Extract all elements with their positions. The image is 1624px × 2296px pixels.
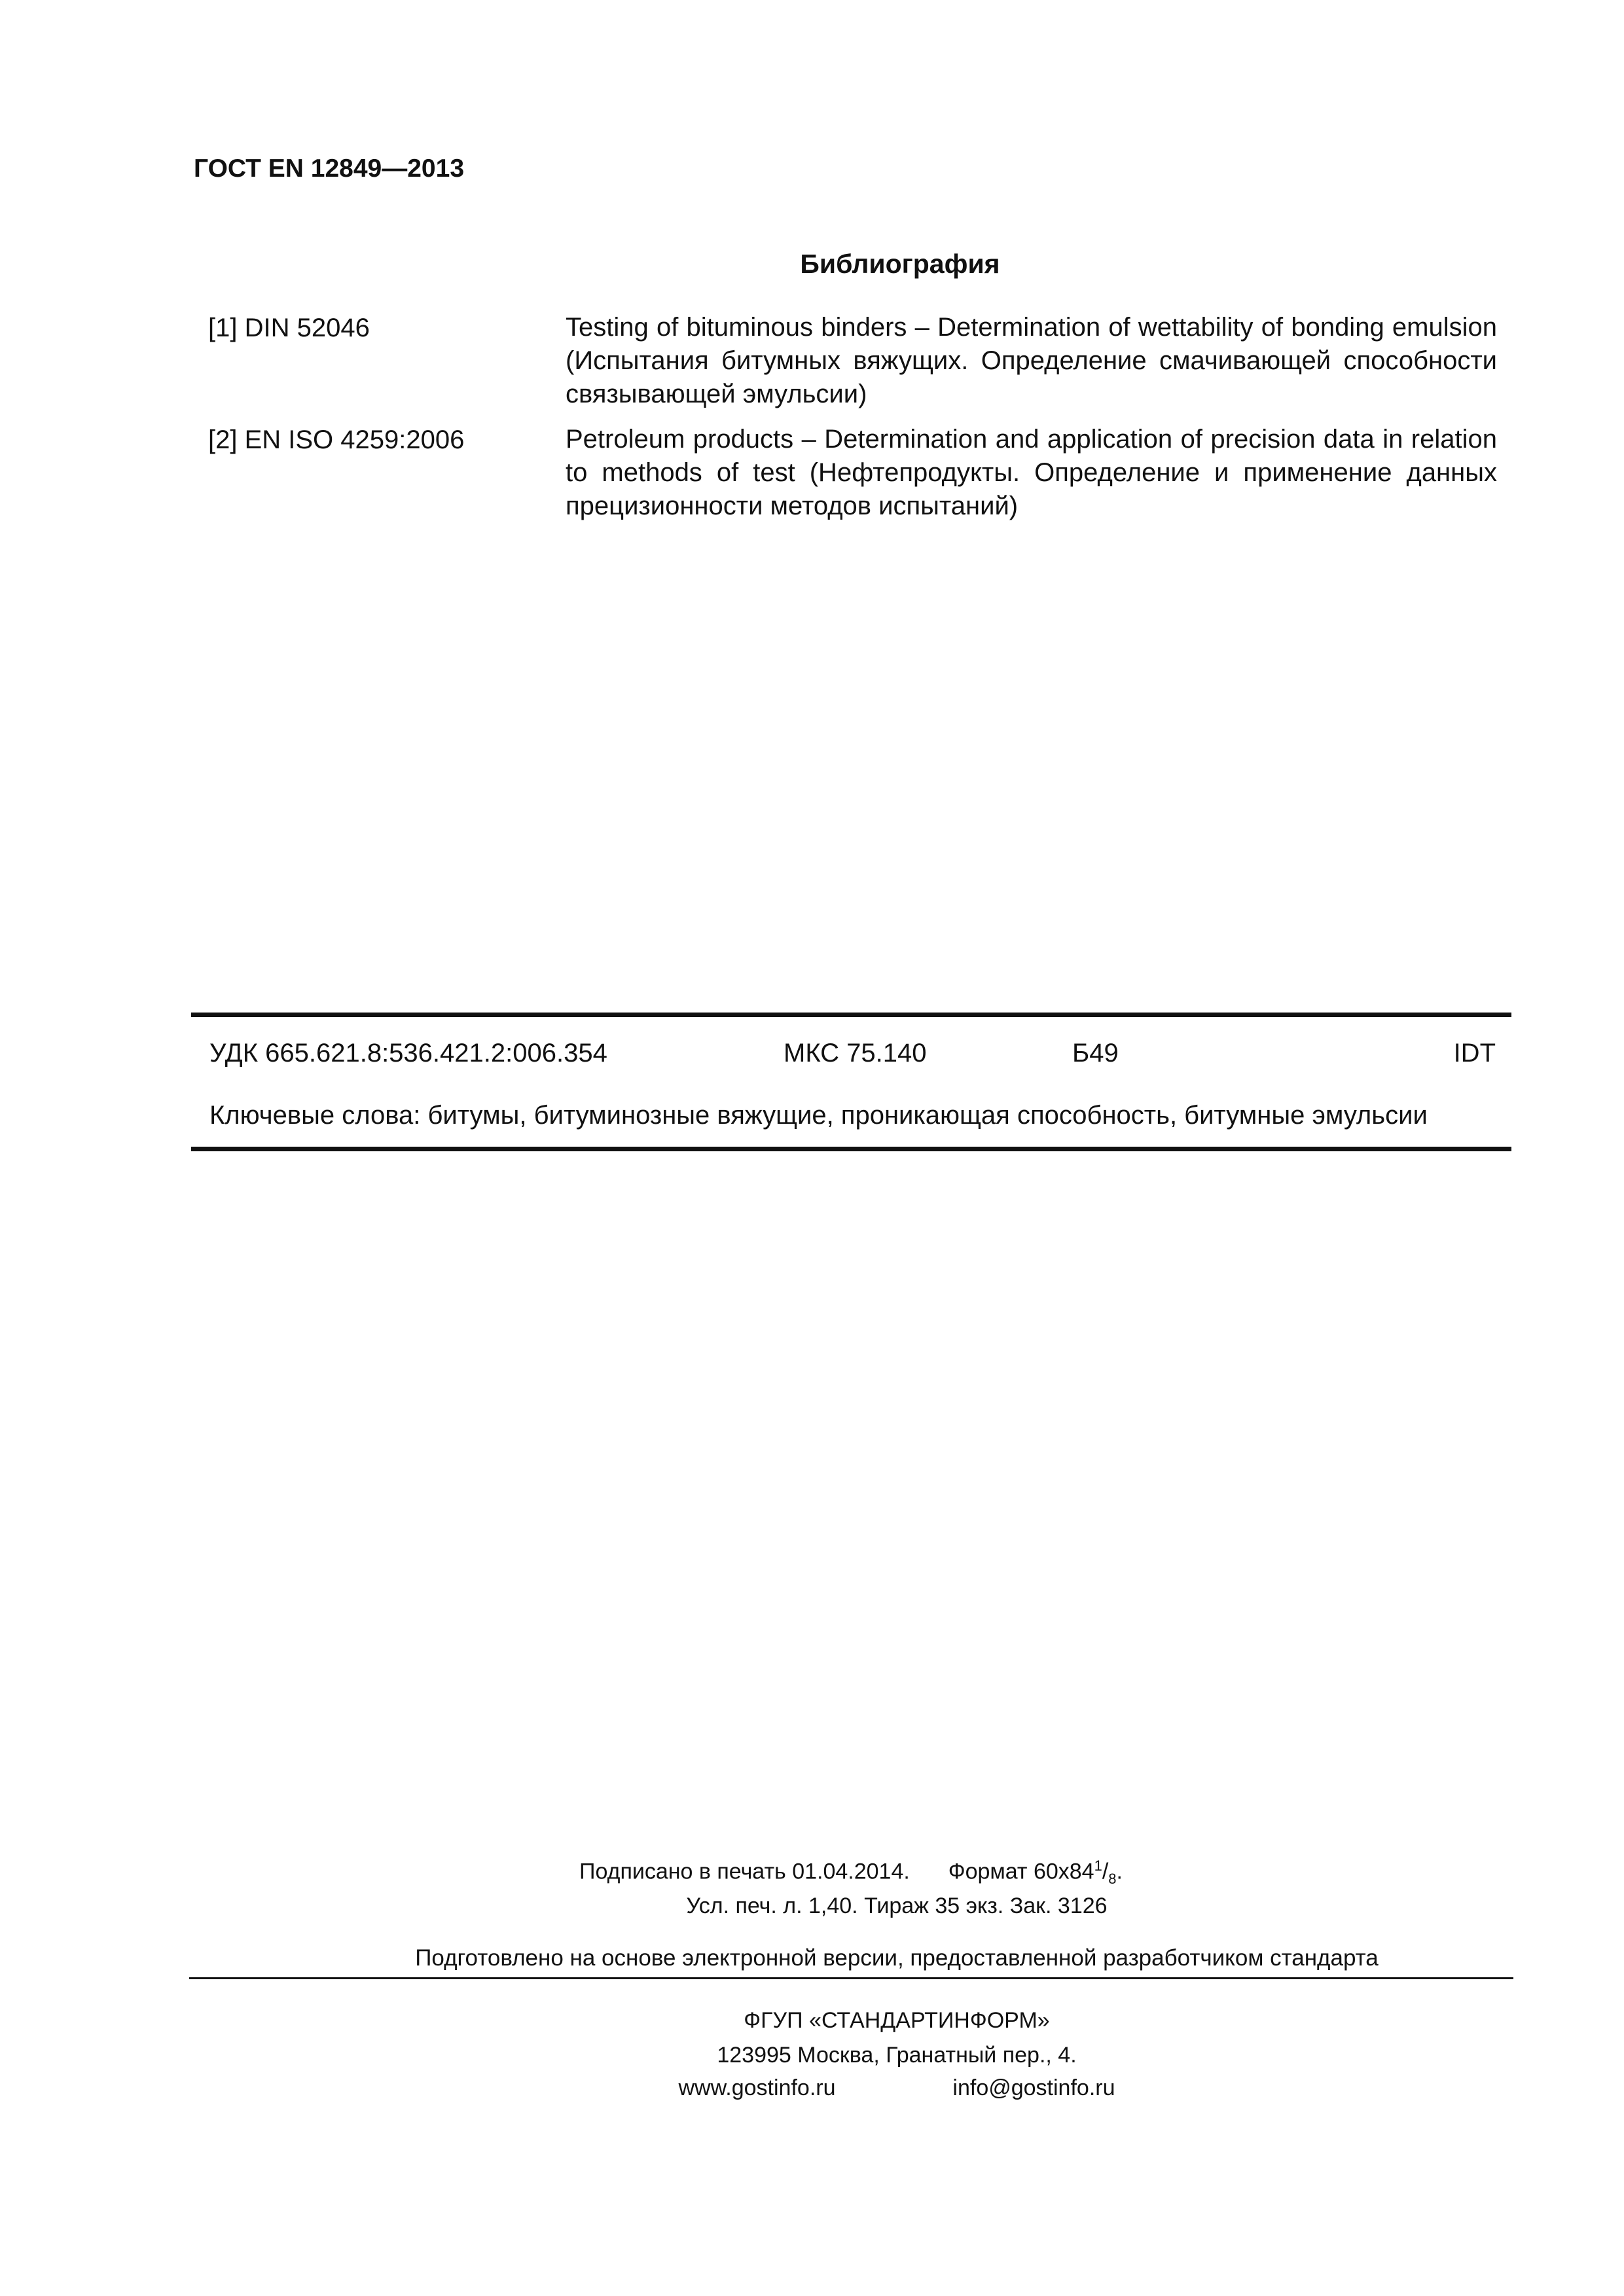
bottom-divider (191, 1147, 1511, 1151)
classification-row (209, 1039, 1496, 1071)
website-link[interactable]: www.gostinfo.ru (678, 2075, 836, 2100)
signed-label: Подписано в печать 01.04.2014. (579, 1859, 910, 1884)
bibliography-ref: [2] EN ISO 4259:2006 (208, 425, 465, 454)
bibliography-item (208, 311, 1497, 411)
keywords: Ключевые слова: битумы, битуминозные вяжущие, проникающая способность, битумные эмульсии (209, 1101, 1428, 1130)
bibliography-ref: [1] DIN 52046 (208, 314, 370, 342)
group-code: Б49 (1072, 1039, 1119, 1067)
udk-code: УДК 665.621.8:536.421.2:006.354 (209, 1039, 607, 1067)
bibliography-item (208, 423, 1497, 523)
print-info: Усл. печ. л. 1,40. Тираж 35 экз. Зак. 3126 (686, 1893, 1108, 1918)
publisher-name: ФГУП «СТАНДАРТИНФОРМ» (744, 2008, 1050, 2033)
document-code: ГОСТ EN 12849—2013 (194, 154, 465, 183)
format-denominator: 8 (1108, 1871, 1117, 1888)
email-link[interactable]: info@gostinfo.ru (952, 2075, 1115, 2100)
format-numerator: 1 (1094, 1857, 1102, 1874)
imprint-divider (189, 1977, 1513, 1979)
signed-line: Подписано в печать 01.04.2014. Формат $60х84^1/_8$. (579, 1857, 1123, 1888)
contacts-line (0, 2075, 1624, 2101)
bibliography-text: Testing of bituminous binders – Determination of wettability of bonding emulsion (Испытания битумных вяжущих. Определение смачивающей способности связывающей эмульсии) (566, 313, 1497, 408)
publisher-address: 123995 Москва, Гранатный пер., 4. (717, 2043, 1077, 2068)
prepared-note: Подготовлено на основе электронной версии, предоставленной разработчиком стандарта (415, 1945, 1379, 1971)
format-label: Формат 60х84 (948, 1859, 1094, 1884)
bibliography-title: Библиография (800, 249, 1000, 279)
degree-code: IDT (1453, 1039, 1496, 1067)
mks-code: МКС 75.140 (784, 1039, 927, 1067)
format-end: . (1116, 1859, 1123, 1884)
bibliography-text: Petroleum products – Determination and application of precision data in relation to methods of test (Нефтепродукты. Определение и применение данных прецизионности методов испытаний) (566, 425, 1497, 520)
top-divider (191, 1013, 1511, 1017)
